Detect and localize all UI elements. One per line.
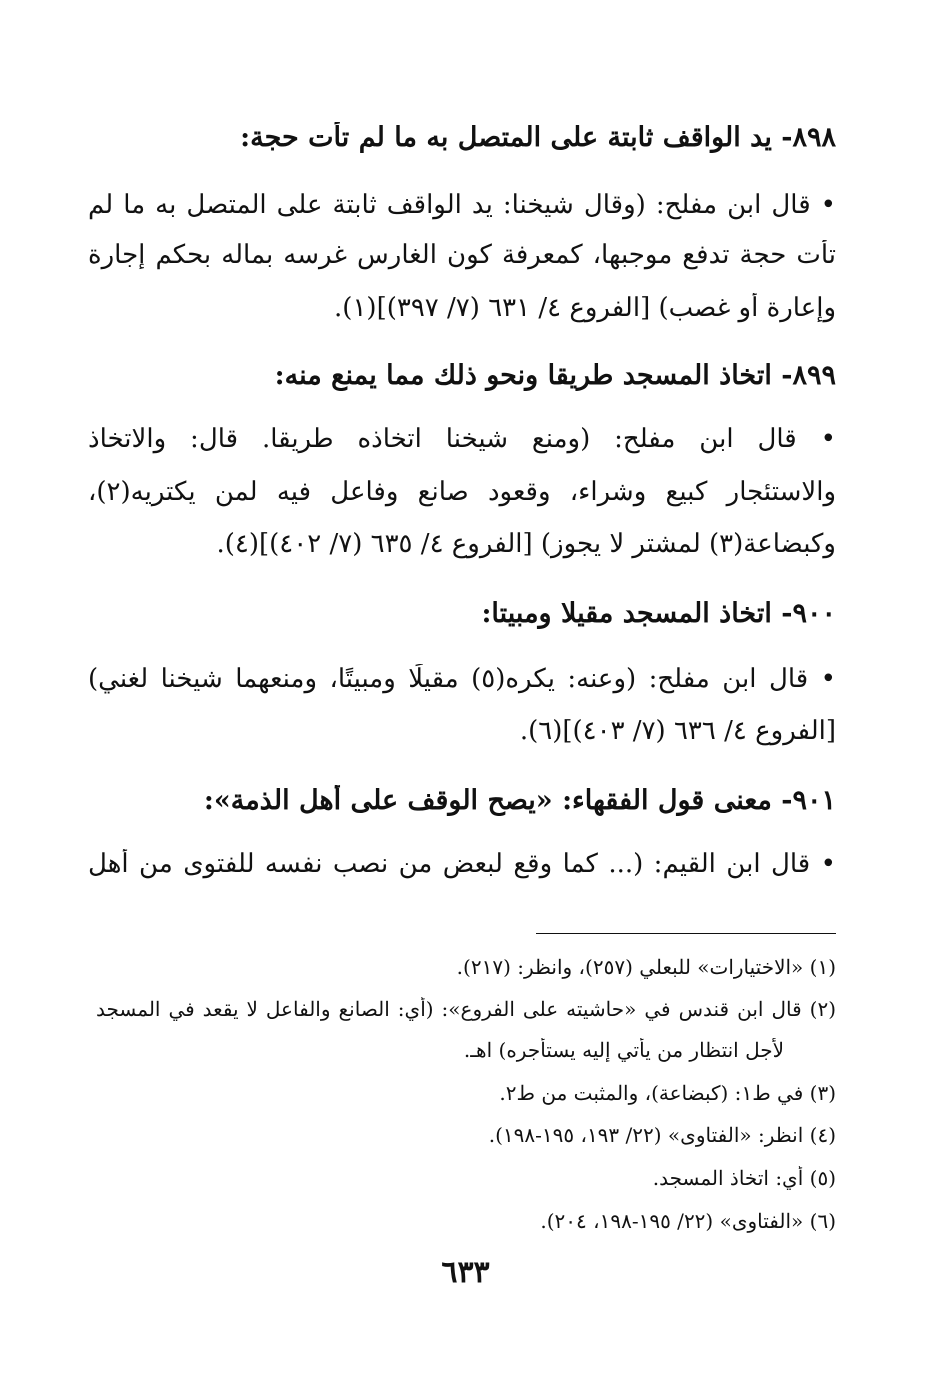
footnote-3: (٣) في ط١: (كبضاعة)، والمثبت من ط٢. — [499, 1081, 836, 1105]
section-heading-898: ٨٩٨- يد الواقف ثابتة على المتصل به ما لم تأت حجة: — [240, 122, 836, 153]
footnote-2-continued: لأجل انتظار من يأتي إليه يستأجره) اهـ. — [463, 1038, 784, 1062]
paragraph-line: • قال ابن القيم: (... كما وقع لبعض من نصب نفسه للفتوى من أهل — [88, 849, 836, 879]
paragraph-line: وكبضاعة(٣) لمشتر لا يجوز) [الفروع ٤/ ٦٣٥ (٧/ ٤٠٢)](٤). — [216, 529, 836, 559]
footnote-5: (٥) أي: اتخاذ المسجد. — [652, 1166, 836, 1190]
section-heading-899: ٨٩٩- اتخاذ المسجد طريقا ونحو ذلك مما يمنع منه: — [274, 360, 836, 391]
footnote-1: (١) «الاختيارات» للبعلي (٢٥٧)، وانظر: (٢١٧). — [456, 955, 836, 979]
page-number: ٦٣٣ — [441, 1255, 490, 1290]
footnote-6: (٦) «الفتاوى» (٢٢/ ١٩٥-١٩٨، ٢٠٤). — [540, 1209, 836, 1233]
paragraph-line: تأت حجة تدفع موجبها، كمعرفة كون الغارس غرسه بماله بحكم إجارة — [88, 240, 836, 270]
paragraph-line: • قال ابن مفلح: (ومنع شيخنا اتخاذه طريقا. قال: والاتخاذ — [88, 424, 836, 454]
footnote-2: (٢) قال ابن قندس في «حاشيته على الفروع»: (أي: الصانع والفاعل لا يقعد في المسجد — [96, 997, 836, 1021]
footnote-4: (٤) انظر: «الفتاوى» (٢٢/ ١٩٣، ١٩٥-١٩٨). — [488, 1123, 836, 1147]
paragraph-line: والاستئجار كبيع وشراء، وقعود صانع وفاعل فيه لمن يكتريه(٢)، — [88, 477, 836, 507]
paragraph-line: [الفروع ٤/ ٦٣٦ (٧/ ٤٠٣)](٦). — [519, 716, 836, 746]
section-heading-900: ٩٠٠- اتخاذ المسجد مقيلا ومبيتا: — [481, 598, 836, 629]
paragraph-line: وإعارة أو غصب) [الفروع ٤/ ٦٣١ (٧/ ٣٩٧)](١). — [334, 293, 836, 323]
section-heading-901: ٩٠١- معنى قول الفقهاء: «يصح الوقف على أهل الذمة»: — [203, 785, 836, 816]
paragraph-line: • قال ابن مفلح: (وعنه: يكره(٥) مقيلًا ومبيتًا، ومنعهما شيخنا لغني) — [88, 664, 836, 694]
paragraph-line: • قال ابن مفلح: (وقال شيخنا: يد الواقف ثابتة على المتصل به ما لم — [88, 190, 836, 220]
footnote-divider — [536, 933, 836, 934]
